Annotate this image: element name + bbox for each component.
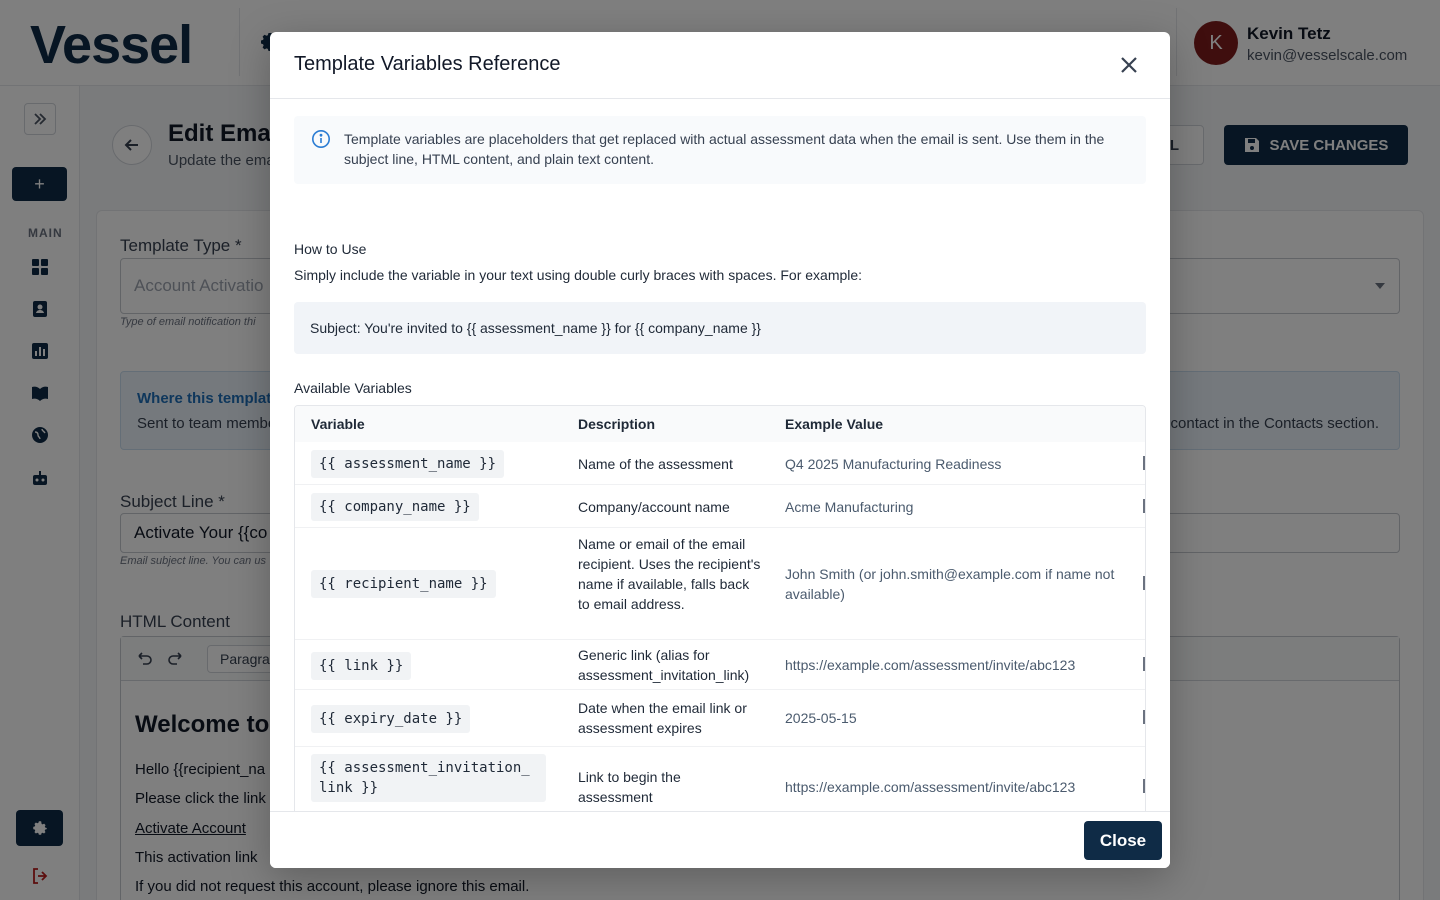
column-header-variable: Variable: [311, 416, 365, 432]
variable-code[interactable]: {{ link }}: [311, 652, 411, 680]
close-icon[interactable]: [1118, 54, 1140, 76]
table-row: [295, 690, 1146, 747]
table-row: [295, 640, 1146, 690]
how-to-use-text: Simply include the variable in your text using double curly braces with spaces. For example:: [294, 267, 863, 283]
variables-table: [294, 405, 1146, 811]
variable-description: Name of the assessment: [578, 456, 733, 472]
table-row: [295, 747, 1146, 811]
close-button[interactable]: Close: [1084, 821, 1162, 860]
modal-body[interactable]: [270, 99, 1170, 811]
variable-code[interactable]: {{ recipient_name }}: [311, 570, 496, 598]
variable-description: Link to begin the assessment: [578, 769, 681, 805]
table-row: [295, 485, 1146, 528]
variable-example: 2025-05-15: [785, 710, 857, 726]
modal-footer: [270, 811, 1170, 868]
variable-example: John Smith (or john.smith@example.com if name not available): [785, 566, 1115, 602]
modal-title: Template Variables Reference: [294, 53, 561, 75]
intro-info-box: [294, 116, 1146, 184]
copy-icon[interactable]: [1143, 710, 1146, 724]
intro-text: Template variables are placeholders that get replaced with actual assessment data when the email is sent. Use them in the subject line, HTML content, and plain text content.: [344, 131, 1105, 167]
variable-description: Generic link (alias for assessment_invitation_link): [578, 647, 750, 683]
variable-code[interactable]: {{ assessment_invitation_link }}: [311, 754, 546, 802]
template-variables-modal: [270, 32, 1170, 868]
variable-description: Date when the email link or assessment expires: [578, 700, 747, 736]
table-row: [295, 442, 1146, 485]
variable-example: https://example.com/assessment/invite/abc123: [785, 779, 1076, 795]
copy-icon[interactable]: [1143, 657, 1146, 671]
example-code-box: Subject: You're invited to {{ assessment_name }} for {{ company_name }}: [294, 302, 1146, 354]
how-to-use-heading: How to Use: [294, 241, 367, 257]
copy-icon[interactable]: [1143, 779, 1146, 793]
variable-example: Q4 2025 Manufacturing Readiness: [785, 456, 1002, 472]
info-icon: [311, 129, 331, 149]
copy-icon[interactable]: [1143, 499, 1146, 513]
modal-header: [270, 32, 1170, 99]
variable-description: Company/account name: [578, 499, 730, 515]
variable-code[interactable]: {{ company_name }}: [311, 493, 479, 521]
variable-code[interactable]: {{ assessment_name }}: [311, 450, 504, 478]
copy-icon[interactable]: [1143, 456, 1146, 470]
available-variables-heading: Available Variables: [294, 380, 412, 396]
column-header-description: Description: [578, 416, 656, 432]
variable-code[interactable]: {{ expiry_date }}: [311, 705, 470, 733]
column-header-example: Example Value: [785, 416, 884, 432]
table-row: [295, 528, 1146, 640]
table-header: [295, 406, 1146, 442]
variable-example: Acme Manufacturing: [785, 499, 914, 515]
variable-description: Name or email of the email recipient. Uses the recipient's name if available, falls back to email address.: [578, 536, 761, 612]
copy-icon[interactable]: [1143, 576, 1146, 590]
variable-example: https://example.com/assessment/invite/abc123: [785, 657, 1076, 673]
